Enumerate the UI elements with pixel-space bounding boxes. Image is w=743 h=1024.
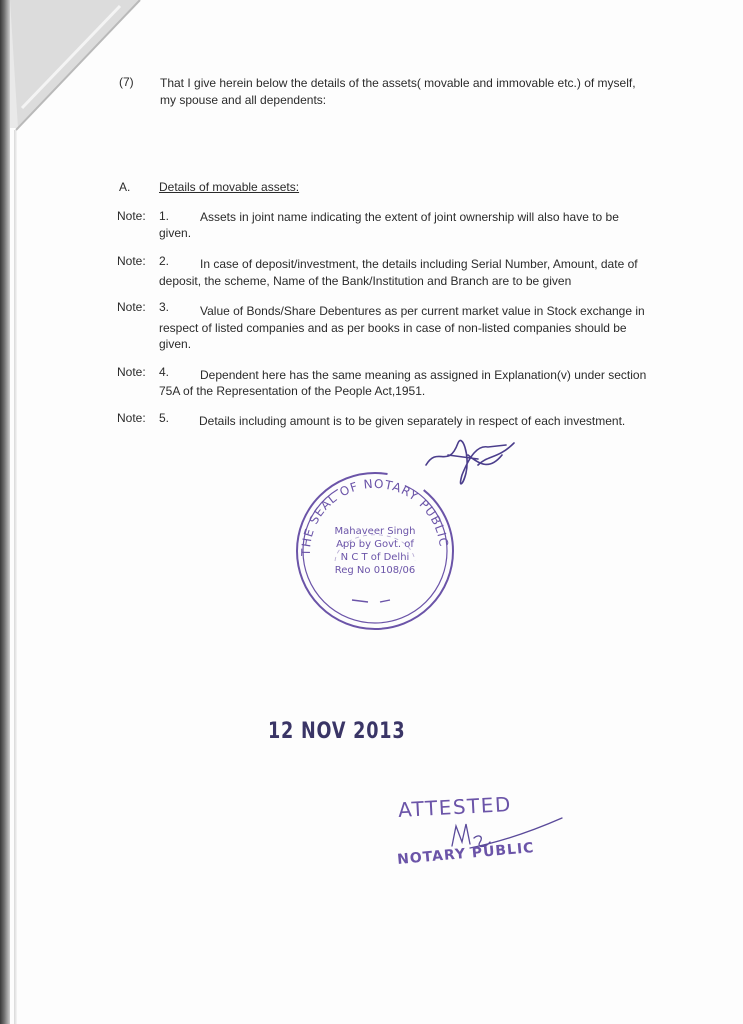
note-number: 2. <box>159 254 170 268</box>
note-label: Note: <box>117 411 146 425</box>
folded-corner <box>0 0 150 140</box>
clause-line-2: my spouse and all dependents: <box>160 93 327 107</box>
note-text-line: Value of Bonds/Share Debentures as per current market value in Stock exchange in <box>200 304 645 318</box>
note-label: Note: <box>117 365 146 379</box>
section-heading: Details of movable assets: <box>159 180 300 194</box>
note-text-line: Dependent here has the same meaning as assigned in Explanation(v) under section <box>200 368 647 382</box>
attested-stamp: ATTESTED <box>397 792 513 822</box>
note-text-line: given. <box>159 226 192 240</box>
seal-jurisdiction: N C T of Delhi <box>340 552 410 563</box>
note-number: 5. <box>159 411 170 425</box>
note-text-line: Details including amount is to be given separately in respect of each investment. <box>199 414 626 428</box>
note-label: Note: <box>117 300 146 314</box>
clause-line-1: That I give herein below the details of the assets( movable and immovable etc.) of myself, <box>160 76 636 90</box>
notary-public-stamp: NOTARY PUBLIC <box>396 840 536 868</box>
date-stamp: 12 NOV 2013 <box>268 719 406 744</box>
notary-seal <box>290 466 460 636</box>
scan-left-edge <box>0 0 10 1024</box>
note-number: 1. <box>159 209 170 223</box>
note-label: Note: <box>117 209 146 223</box>
clause-number: (7) <box>119 75 134 89</box>
page-edge-shadow <box>14 130 17 1024</box>
note-number: 3. <box>159 300 170 314</box>
note-label: Note: <box>117 254 146 268</box>
seal-registration: Reg No 0108/06 <box>334 565 416 576</box>
seal-appointment: App by Govt. of <box>336 539 414 550</box>
note-text-line: In case of deposit/investment, the details including Serial Number, Amount, date of <box>200 257 638 271</box>
note-text-line: 75A of the Representation of the People Act,1951. <box>159 384 426 398</box>
note-text-line: deposit, the scheme, Name of the Bank/Institution and Branch are to be given <box>159 274 572 288</box>
note-text-line: respect of listed companies and as per books in case of non-listed companies should be <box>159 321 627 335</box>
note-number: 4. <box>159 365 170 379</box>
seal-name: Mahaveer Singh <box>334 526 416 537</box>
note-text-line: given. <box>159 337 192 351</box>
seal-ring-text: THE SEAL OF NOTARY PUBLIC <box>298 476 451 557</box>
note-text-line: Assets in joint name indicating the extent of joint ownership will also have to be <box>200 210 619 224</box>
section-letter: A. <box>119 180 131 194</box>
